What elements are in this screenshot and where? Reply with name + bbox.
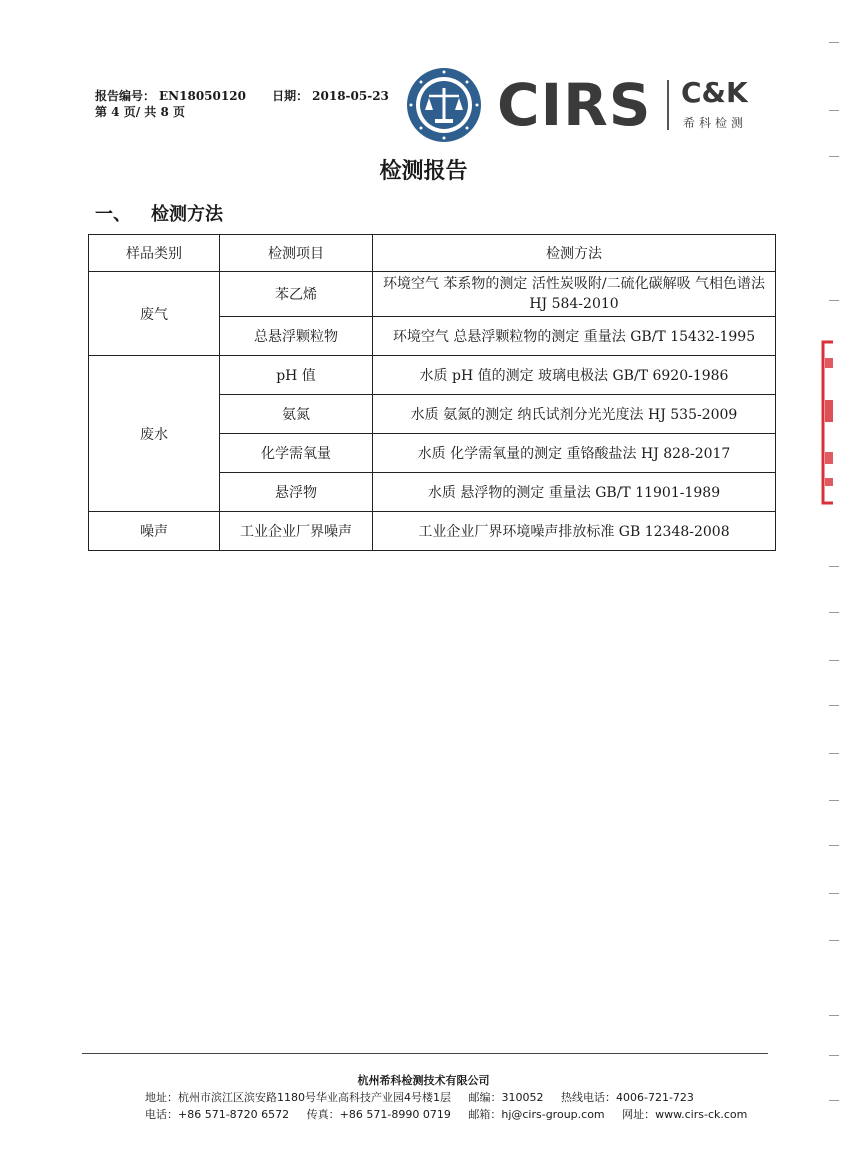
report-number-label: 报告编号： (95, 89, 156, 103)
margin-tick (829, 1015, 839, 1016)
item-cell: 工业企业厂界噪声 (220, 512, 373, 551)
footer-fax: 传真：+86 571-8990 0719 (306, 1108, 451, 1121)
margin-tick (829, 845, 839, 846)
margin-tick (829, 893, 839, 894)
margin-tick (829, 1100, 839, 1101)
margin-tick (829, 1055, 839, 1056)
report-header (95, 88, 393, 120)
margin-tick (829, 753, 839, 754)
table-row (89, 512, 776, 551)
footer-contact-row (145, 1089, 708, 1105)
item-cell: 苯乙烯 (220, 272, 373, 317)
margin-tick (829, 705, 839, 706)
footer-phone: 电话：+86 571-8720 6572 (145, 1108, 290, 1121)
method-cell: 环境空气 苯系物的测定 活性炭吸附/二硫化碳解吸 气相色谱法 HJ 584-2010 (373, 272, 776, 317)
table-row (89, 272, 776, 317)
header-sample-category: 样品类别 (89, 235, 220, 272)
scales-seal-icon (405, 66, 483, 144)
method-cell: 工业企业厂界环境噪声排放标准 GB 12348-2008 (373, 512, 776, 551)
header-test-item: 检测项目 (220, 235, 373, 272)
item-cell: 悬浮物 (220, 473, 373, 512)
section-heading (95, 200, 223, 226)
item-cell: pH 值 (220, 356, 373, 395)
table-row (89, 356, 776, 395)
footer-postcode: 邮编：310052 (468, 1091, 544, 1104)
sub-brand: C&K (681, 76, 748, 109)
method-cell: 水质 pH 值的测定 玻璃电极法 GB/T 6920-1986 (373, 356, 776, 395)
category-cell: 噪声 (89, 512, 220, 551)
margin-tick (829, 566, 839, 567)
report-number: EN18050120 (159, 89, 246, 103)
margin-tick (829, 300, 839, 301)
margin-tick (829, 660, 839, 661)
report-date: 2018-05-23 (312, 89, 389, 103)
methods-table (88, 234, 776, 551)
item-cell: 氨氮 (220, 395, 373, 434)
margin-tick (829, 612, 839, 613)
section-title: 检测方法 (151, 204, 223, 225)
footer-website: 网址：www.cirs-ck.com (622, 1108, 748, 1121)
section-number: 一、 (95, 204, 131, 225)
category-cell: 废气 (89, 272, 220, 356)
margin-tick (829, 800, 839, 801)
footer-address: 地址：杭州市滨江区滨安路1180号华业高科技产业园4号楼1层 (145, 1091, 451, 1104)
logo-divider (667, 80, 669, 130)
margin-tick (829, 940, 839, 941)
table-header-row (89, 235, 776, 272)
date-label: 日期： (272, 89, 309, 103)
brand-name: CIRS (497, 71, 652, 139)
margin-tick (829, 110, 839, 111)
category-cell: 废水 (89, 356, 220, 512)
sub-brand-cn: 希科检测 (683, 116, 748, 130)
item-cell: 化学需氧量 (220, 434, 373, 473)
footer-contact-row (145, 1106, 761, 1122)
method-cell: 水质 悬浮物的测定 重量法 GB/T 11901-1989 (373, 473, 776, 512)
margin-tick (829, 42, 839, 43)
company-logo (405, 66, 765, 146)
margin-tick (829, 156, 839, 157)
page-info: 第 4 页/ 共 8 页 (95, 105, 185, 119)
footer-divider (82, 1053, 768, 1054)
seal-stamp-icon (805, 340, 835, 505)
footer-email: 邮箱：hj@cirs-group.com (468, 1108, 605, 1121)
method-cell: 环境空气 总悬浮颗粒物的测定 重量法 GB/T 15432-1995 (373, 317, 776, 356)
method-cell: 水质 氨氮的测定 纳氏试剂分光光度法 HJ 535-2009 (373, 395, 776, 434)
method-cell: 水质 化学需氧量的测定 重铬酸盐法 HJ 828-2017 (373, 434, 776, 473)
document-title: 检测报告 (379, 158, 468, 184)
item-cell: 总悬浮颗粒物 (220, 317, 373, 356)
footer-hotline: 热线电话：4006-721-723 (561, 1091, 694, 1104)
footer-company: 杭州希科检测技术有限公司 (357, 1074, 490, 1087)
header-test-method: 检测方法 (373, 235, 776, 272)
